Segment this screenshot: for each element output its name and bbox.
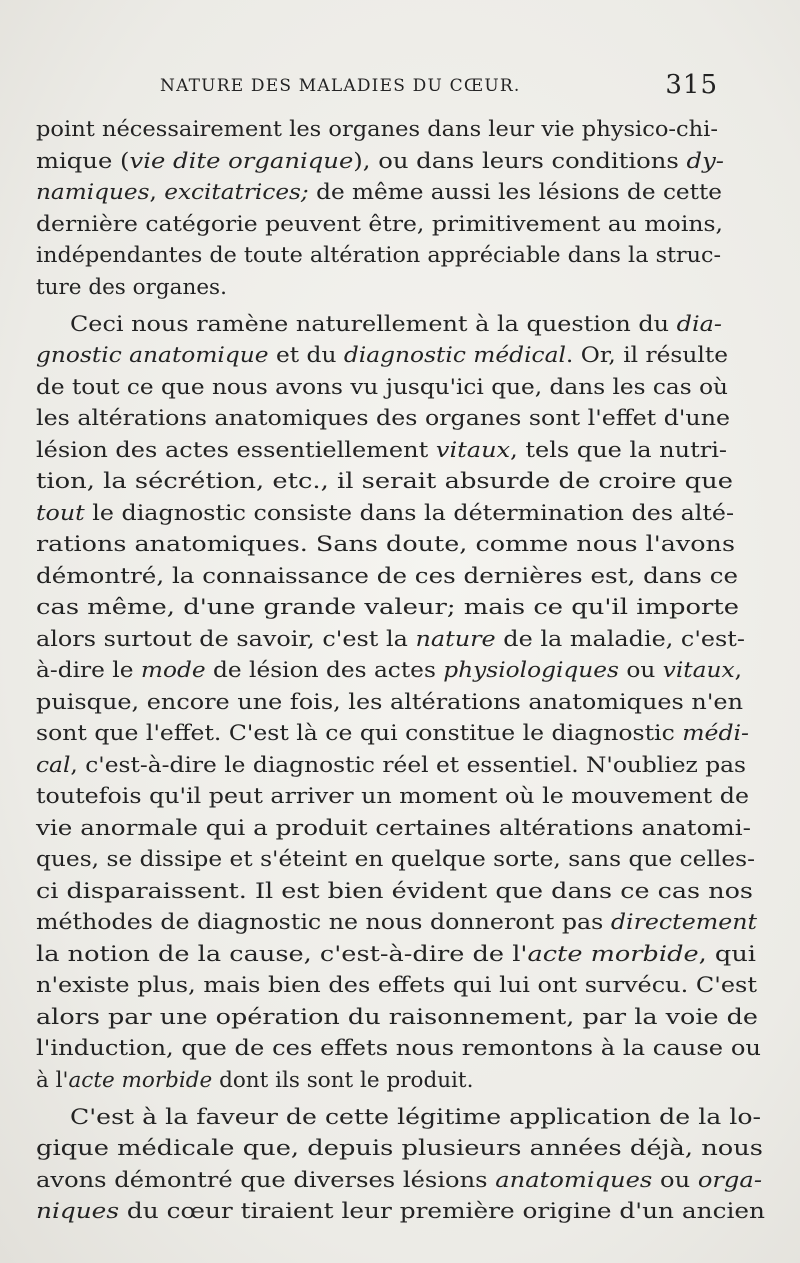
text-segment: C'est à la faveur de cette légitime application de la lo- (70, 1105, 761, 1130)
text-line-content (36, 403, 730, 435)
text-segment: . Or, il résulte (565, 343, 728, 368)
text-line (36, 592, 739, 624)
text-line-content (36, 1033, 761, 1065)
text-line (36, 272, 227, 304)
text-segment: ou (618, 658, 663, 683)
text-line-content (36, 876, 753, 908)
text-line (36, 498, 735, 530)
text-segment: mique ( (36, 149, 130, 174)
text-line (36, 876, 754, 908)
italic-segment: acte morbide (527, 942, 699, 967)
text-segment: tion, la sécrétion, etc., il serait absurde de croire que (36, 469, 733, 494)
text-segment: gique médicale que, depuis plusieurs années déjà, nous (36, 1136, 763, 1161)
text-line (36, 907, 757, 939)
text-segment: à l' (36, 1068, 69, 1093)
text-line (36, 340, 728, 372)
text-segment: de lésion des actes (205, 658, 444, 683)
text-line (36, 177, 722, 209)
text-segment: démontré, la connaissance de ces dernières est, dans ce (36, 564, 738, 589)
text-segment: alors surtout de savoir, c'est la (36, 627, 416, 652)
text-line-content (36, 1065, 473, 1097)
text-segment: , c'est-à-dire le diagnostic réel et essentiel. N'oubliez pas (70, 753, 746, 778)
text-line (36, 1165, 763, 1197)
text-segment: la notion de la cause, c'est-à-dire de l' (36, 942, 528, 967)
text-line (36, 750, 746, 782)
text-segment: lésion des actes essentiellement (36, 438, 436, 463)
text-segment: et du (268, 343, 344, 368)
text-line (36, 1002, 758, 1034)
italic-segment: vie dite organique (129, 149, 354, 174)
text-line (36, 939, 756, 971)
text-line (36, 844, 755, 876)
text-segment: le diagnostic consiste dans la détermination des alté- (84, 501, 735, 526)
text-line-content (36, 1002, 758, 1034)
text-line-content (36, 340, 728, 372)
text-line (36, 403, 730, 435)
text-line (36, 1033, 761, 1065)
italic-segment: excitatrices; (164, 180, 309, 205)
text-segment: n'existe plus, mais bien des effets qui lui ont survécu. C'est (36, 973, 757, 998)
text-line (36, 718, 749, 750)
text-line (36, 813, 751, 845)
text-segment: ture des organes. (36, 275, 227, 300)
text-line (36, 435, 727, 467)
italic-segment: acte morbide (68, 1068, 213, 1093)
text-segment: à-dire le (36, 658, 141, 683)
text-line (36, 561, 738, 593)
text-line (36, 240, 721, 272)
text-line-content (36, 272, 227, 304)
text-line-content (36, 209, 723, 241)
text-line-content (36, 939, 756, 971)
text-line-content (36, 813, 751, 845)
text-line-content (36, 718, 749, 750)
text-segment: ), ou dans leurs conditions (353, 149, 687, 174)
text-segment: l'induction, que de ces effets nous remontons à la cause ou (36, 1036, 761, 1061)
text-segment: de tout ce que nous avons vu jusqu'ici que, dans les cas où (36, 375, 728, 400)
text-line (70, 1102, 761, 1134)
italic-segment: cal (36, 753, 71, 778)
italic-segment: médi- (682, 721, 749, 746)
text-line (36, 1133, 763, 1165)
text-segment: de la maladie, c'est- (495, 627, 745, 652)
text-segment: alors par une opération du raisonnement, par la voie de (36, 1005, 758, 1030)
text-line-content (36, 240, 721, 272)
text-line-content (36, 1196, 765, 1228)
text-segment: du cœur tiraient leur première origine d'un ancien (119, 1199, 765, 1224)
text-segment: ques, se dissipe et s'éteint en quelque sorte, sans que celles- (36, 847, 755, 872)
text-line-content (36, 907, 757, 939)
text-line-content (36, 687, 743, 719)
text-line (36, 655, 742, 687)
text-segment: ci disparaissent. Il est bien évident que dans ce cas nos (36, 879, 754, 904)
text-line-content (36, 146, 724, 178)
text-line-content (36, 498, 734, 530)
italic-segment: namiques (36, 180, 150, 205)
text-segment: avons démontré que diverses lésions (36, 1168, 496, 1193)
text-line (36, 624, 745, 656)
italic-segment: diagnostic médical (343, 343, 566, 368)
italic-segment: nature (415, 627, 496, 652)
text-line-content (36, 592, 739, 624)
text-line-content (36, 435, 727, 467)
text-line-content (36, 114, 718, 146)
text-line (36, 466, 733, 498)
text-line (36, 529, 735, 561)
italic-segment: physiologiques (443, 658, 619, 683)
text-line-content (36, 177, 722, 209)
page-header (160, 70, 718, 104)
italic-segment: vitaux (435, 438, 511, 463)
text-segment: , (734, 658, 742, 683)
italic-segment: gnostic anatomique (36, 343, 269, 368)
text-segment: méthodes de diagnostic ne nous donneront pas (36, 910, 611, 935)
text-line-content (36, 970, 757, 1002)
italic-segment: dia- (676, 312, 722, 337)
text-segment: , tels que la nutri- (510, 438, 727, 463)
text-line-content (36, 781, 749, 813)
text-line (36, 1196, 765, 1228)
text-segment: sont que l'effet. C'est là ce qui constitue le diagnostic (36, 721, 683, 746)
text-segment: point nécessairement les organes dans leur vie physico-chi- (36, 117, 718, 142)
text-segment: , (149, 180, 165, 205)
text-segment: dernière catégorie peuvent être, primitivement au moins, (36, 212, 723, 237)
text-segment: indépendantes de toute altération appréciable dans la struc- (36, 243, 721, 268)
text-line (70, 309, 722, 341)
italic-segment: directement (610, 910, 757, 935)
text-line (36, 1065, 473, 1097)
text-segment: les altérations anatomiques des organes sont l'effet d'une (36, 406, 730, 431)
text-segment: ou (652, 1168, 698, 1193)
text-line (36, 146, 724, 178)
text-segment: dont ils sont le produit. (212, 1068, 474, 1093)
text-line-content (36, 561, 738, 593)
text-line-content (36, 655, 742, 687)
italic-segment: tout (36, 501, 85, 526)
italic-segment: dy- (686, 149, 724, 174)
text-segment: cas même, d'une grande valeur; mais ce qu'il importe (36, 595, 739, 620)
text-segment: Ceci nous ramène naturellement à la question du (70, 312, 677, 337)
running-head: NATURE DES MALADIES DU CŒUR. (160, 76, 521, 96)
italic-segment: orga- (697, 1168, 763, 1193)
text-line-content (70, 1102, 761, 1134)
italic-segment: anatomiques (495, 1168, 653, 1193)
text-segment: , qui (698, 942, 756, 967)
text-line-content (36, 529, 735, 561)
text-segment: toutefois qu'il peut arriver un moment où le mouvement de (36, 784, 749, 809)
text-line-content (36, 624, 745, 656)
text-line (36, 687, 743, 719)
text-line (36, 209, 723, 241)
text-line (36, 114, 718, 146)
italic-segment: mode (140, 658, 206, 683)
text-line (36, 970, 757, 1002)
text-line-content (36, 466, 733, 498)
text-segment: vie anormale qui a produit certaines altérations anatomi- (36, 816, 751, 841)
text-line-content (36, 372, 728, 404)
text-line-content (36, 1165, 762, 1197)
text-line (36, 781, 749, 813)
italic-segment: niques (36, 1199, 120, 1224)
italic-segment: vitaux (662, 658, 735, 683)
text-segment: rations anatomiques. Sans doute, comme nous l'avons (36, 532, 735, 557)
text-segment: puisque, encore une fois, les altérations anatomiques n'en (36, 690, 743, 715)
page-number: 315 (665, 70, 718, 100)
text-line (36, 372, 728, 404)
text-line-content (36, 1133, 763, 1165)
text-line-content (36, 844, 755, 876)
text-line-content (70, 309, 722, 341)
text-segment: de même aussi les lésions de cette (308, 180, 722, 205)
text-line-content (36, 750, 746, 782)
